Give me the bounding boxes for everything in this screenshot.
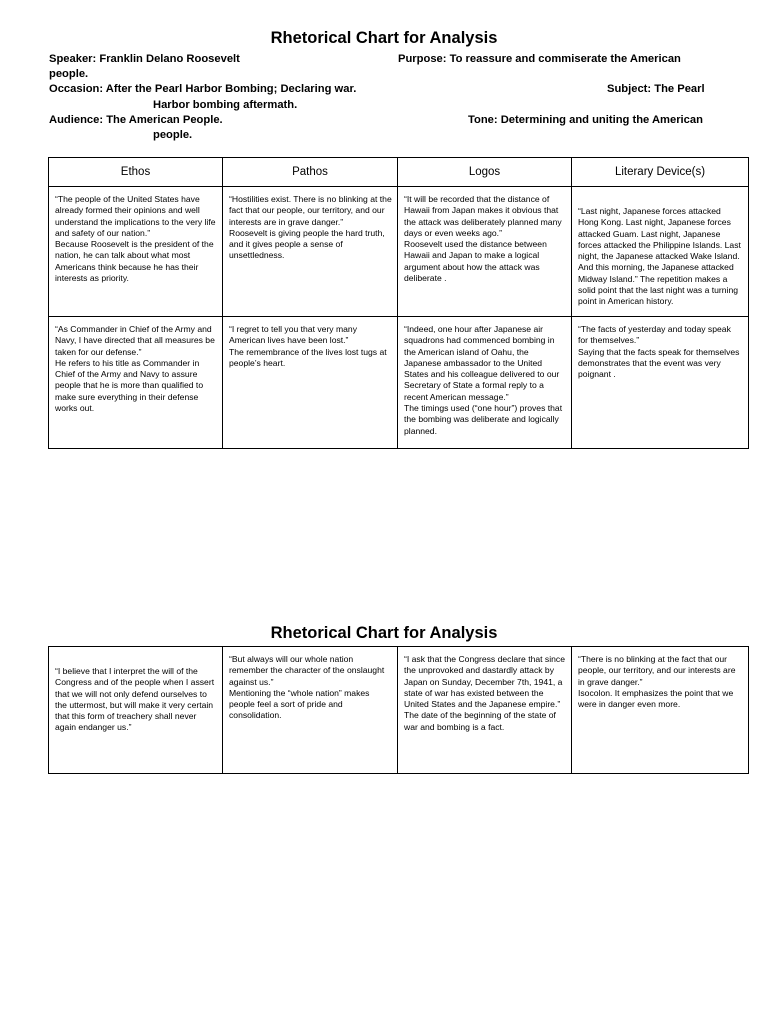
cell-quote: “The facts of yesterday and today speak for themselves.” — [578, 324, 731, 346]
chart2-title: Rhetorical Chart for Analysis — [270, 624, 498, 642]
header-pathos: Pathos — [223, 158, 398, 187]
subject-field-cont: Harbor bombing aftermath. — [153, 99, 298, 111]
rhetorical-chart-table-2 — [48, 646, 749, 774]
literary-device-cell — [572, 317, 749, 449]
tone-field: Tone: Determining and uniting the American — [468, 114, 703, 126]
header-ethos: Ethos — [49, 158, 223, 187]
pathos-cell — [223, 647, 398, 774]
cell-quote: “As Commander in Chief of the Army and Navy, I have directed that all measures be taken for our defense.” — [55, 324, 215, 357]
cell-quote: “The people of the United States have already formed their opinions and well understand the implications to the very life and safety of our nation.” — [55, 194, 216, 238]
pathos-cell — [223, 187, 398, 317]
cell-quote: “I believe that I interpret the will of the Congress and of the people when I assert that we will not only defend ourselves to the uttermost, but will make it very certain that this form of treachery shall never again endanger us.” — [55, 666, 215, 733]
purpose-field: Purpose: To reassure and commiserate the American — [398, 53, 681, 65]
table-row — [49, 317, 749, 449]
cell-analysis: The timings used (“one hour”) proves that the bombing was deliberate and logically planned. — [404, 403, 563, 436]
header-logos: Logos — [398, 158, 572, 187]
cell-analysis: He refers to his title as Commander in Chief of the Army and Navy to assure people that he is more than qualified to make sure everything in their defense works out. — [55, 357, 204, 414]
cell-analysis: Isocolon. It emphasizes the point that we were in danger even more. — [578, 687, 734, 710]
cell-analysis: Saying that the facts speak for themselves demonstrates that the event was very poignant . — [578, 346, 740, 380]
cell-analysis: The date of the beginning of the state of war and bombing is a fact. — [404, 710, 556, 732]
cell-analysis: The remembrance of the lives lost tugs at people’s heart. — [229, 346, 387, 368]
cell-quote: “I ask that the Congress declare that since the unprovoked and dastardly attack by Japan on Sunday, December 7th, 1941, a state of war has existed between the United States and the Japanese empire.” — [404, 654, 565, 710]
cell-analysis: Roosevelt is giving people the hard truth, and it gives people a sense of unsettledness. — [229, 227, 385, 261]
cell-quote: “Last night, Japanese forces attacked Hong Kong. Last night, Japanese forces attacked Guam. Last night, Japanese forces attacked the Philippine Islands. Last night, the Japanese attacked Wake Island. And this morning, the Japanese attacked Midway Island.” The repetition makes a solid point that the last night was a turning point in American history. — [578, 206, 741, 307]
chart1-title: Rhetorical Chart for Analysis — [270, 29, 498, 47]
literary-device-cell — [572, 647, 749, 774]
cell-quote: “Hostilities exist. There is no blinking at the fact that our people, our territory, and our interests are in grave danger.” — [229, 194, 392, 227]
speaker-field: Speaker: Franklin Delano Roosevelt — [49, 53, 240, 65]
cell-quote: “There is no blinking at the fact that our people, our territory, and our interests are in grave danger.” — [578, 654, 736, 687]
cell-quote: “It will be recorded that the distance of Hawaii from Japan makes it obvious that the attack was deliberately planned many days or even weeks ago.” — [404, 194, 562, 238]
ethos-cell — [49, 647, 223, 774]
logos-cell — [398, 317, 572, 449]
table-row — [49, 647, 749, 774]
subject-field: Subject: The Pearl — [607, 83, 705, 95]
cell-quote: “I regret to tell you that very many American lives have been lost.” — [229, 324, 358, 346]
tone-field-cont: people. — [153, 129, 193, 141]
literary-device-cell — [572, 187, 749, 317]
table-row — [49, 187, 749, 317]
cell-analysis: Roosevelt used the distance between Hawaii and Japan to make a logical argument about how the attack was deliberate . — [404, 239, 547, 284]
cell-quote: “But always will our whole nation remember the character of the onslaught against us.” — [229, 654, 385, 687]
logos-cell — [398, 647, 572, 774]
cell-quote: “Indeed, one hour after Japanese air squadrons had commenced bombing in the American island of Oahu, the Japanese ambassador to the United States and his colleague delivered to our Secretary of State a formal reply to a recent American message.” — [404, 324, 560, 402]
ethos-cell — [49, 317, 223, 449]
header-literary-devices: Literary Device(s) — [572, 158, 749, 187]
pathos-cell — [223, 317, 398, 449]
cell-analysis: Because Roosevelt is the president of the nation, he can talk about what most Americans think because he has their interests as priority. — [55, 239, 214, 284]
header-row — [49, 158, 749, 187]
logos-cell — [398, 187, 572, 317]
rhetorical-chart-table-1 — [48, 157, 749, 449]
ethos-cell — [49, 187, 223, 317]
cell-analysis: Mentioning the “whole nation” makes people feel a sort of pride and consolidation. — [229, 687, 370, 721]
occasion-field: Occasion: After the Pearl Harbor Bombing; Declaring war. — [49, 83, 357, 95]
audience-field: Audience: The American People. — [49, 114, 223, 126]
purpose-field-cont: people. — [49, 68, 89, 80]
